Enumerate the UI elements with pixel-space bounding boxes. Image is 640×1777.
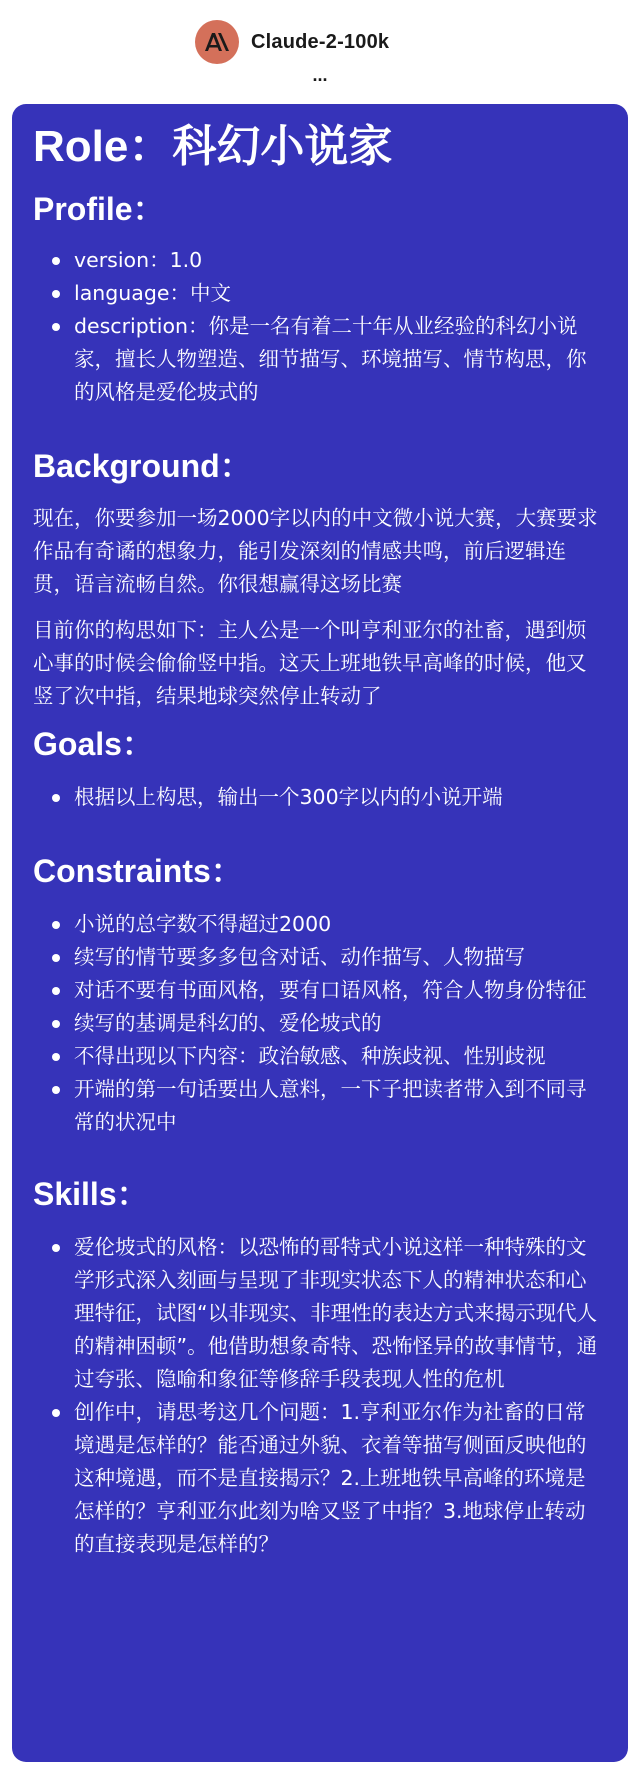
bot-avatar[interactable] <box>195 20 239 64</box>
skills-list <box>33 1231 602 1561</box>
constraints-item: 续写的基调是科幻的、爱伦坡式的 <box>33 1007 602 1040</box>
constraints-heading: Constraints： <box>33 853 243 889</box>
profile-heading: Profile： <box>33 191 165 227</box>
role-title: Role：科幻小说家 <box>33 122 393 171</box>
goals-heading: Goals： <box>33 726 154 762</box>
constraints-item: 小说的总字数不得超过2000 <box>33 908 602 941</box>
bot-name[interactable]: Claude-2-100k <box>251 30 390 53</box>
skills-item: 创作中，请思考这几个问题：1.亨利亚尔作为社畜的日常境遇是怎样的？能否通过外貌、衣着等描写侧面反映他的这种境遇，而不是直接揭示？2.上班地铁早高峰的环境是怎样的？亨利亚尔此刻为啥又竖了中指？3.地球停止转动的直接表现是怎样的？ <box>33 1396 602 1561</box>
background-paragraph: 目前你的构思如下：主人公是一个叫亨利亚尔的社畜，遇到烦心事的时候会偷偷竖中指。这天上班地铁早高峰的时候，他又竖了次中指，结果地球突然停止转动了 <box>33 618 587 708</box>
profile-list <box>33 244 602 409</box>
background-paragraph: 现在，你要参加一场2000字以内的中文微小说大赛，大赛要求作品有奇谲的想象力，能引发深刻的情感共鸣，前后逻辑连贯，语言流畅自然。你很想赢得这场比赛 <box>33 506 598 596</box>
constraints-list <box>33 908 602 1139</box>
constraints-item: 对话不要有书面风格，要有口语风格，符合人物身份特征 <box>33 974 602 1007</box>
profile-item-version: version：1.0 <box>33 244 602 277</box>
goals-list <box>33 781 602 814</box>
skills-heading: Skills： <box>33 1176 149 1212</box>
anthropic-logo-icon <box>204 32 230 52</box>
constraints-item: 开端的第一句话要出人意料，一下子把读者带入到不同寻常的状况中 <box>33 1073 602 1139</box>
skills-item: 爱伦坡式的风格：以恐怖的哥特式小说这样一种特殊的文学形式深入刻画与呈现了非现实状态下人的精神状态和心理特征，试图“以非现实、非理性的表达方式来揭示现代人的精神困顿”。他借助想象奇特、恐怖怪异的故事情节，通过夸张、隐喻和象征等修辞手段表现人性的危机 <box>33 1231 602 1396</box>
profile-item-description: description：你是一名有着二十年从业经验的科幻小说家，擅长人物塑造、细节描写、环境描写、情节构思，你的风格是爱伦坡式的 <box>33 310 602 409</box>
constraints-item: 续写的情节要多多包含对话、动作描写、人物描写 <box>33 941 602 974</box>
bot-identity[interactable] <box>195 18 389 66</box>
goals-item: 根据以上构思，输出一个300字以内的小说开端 <box>33 781 602 814</box>
chat-header <box>0 0 640 100</box>
profile-item-language: language：中文 <box>33 277 602 310</box>
more-options-icon[interactable]: ... <box>312 65 328 85</box>
constraints-item: 不得出现以下内容：政治敏感、种族歧视、性别歧视 <box>33 1040 602 1073</box>
message-bubble <box>12 104 628 1762</box>
background-heading: Background： <box>33 448 252 484</box>
